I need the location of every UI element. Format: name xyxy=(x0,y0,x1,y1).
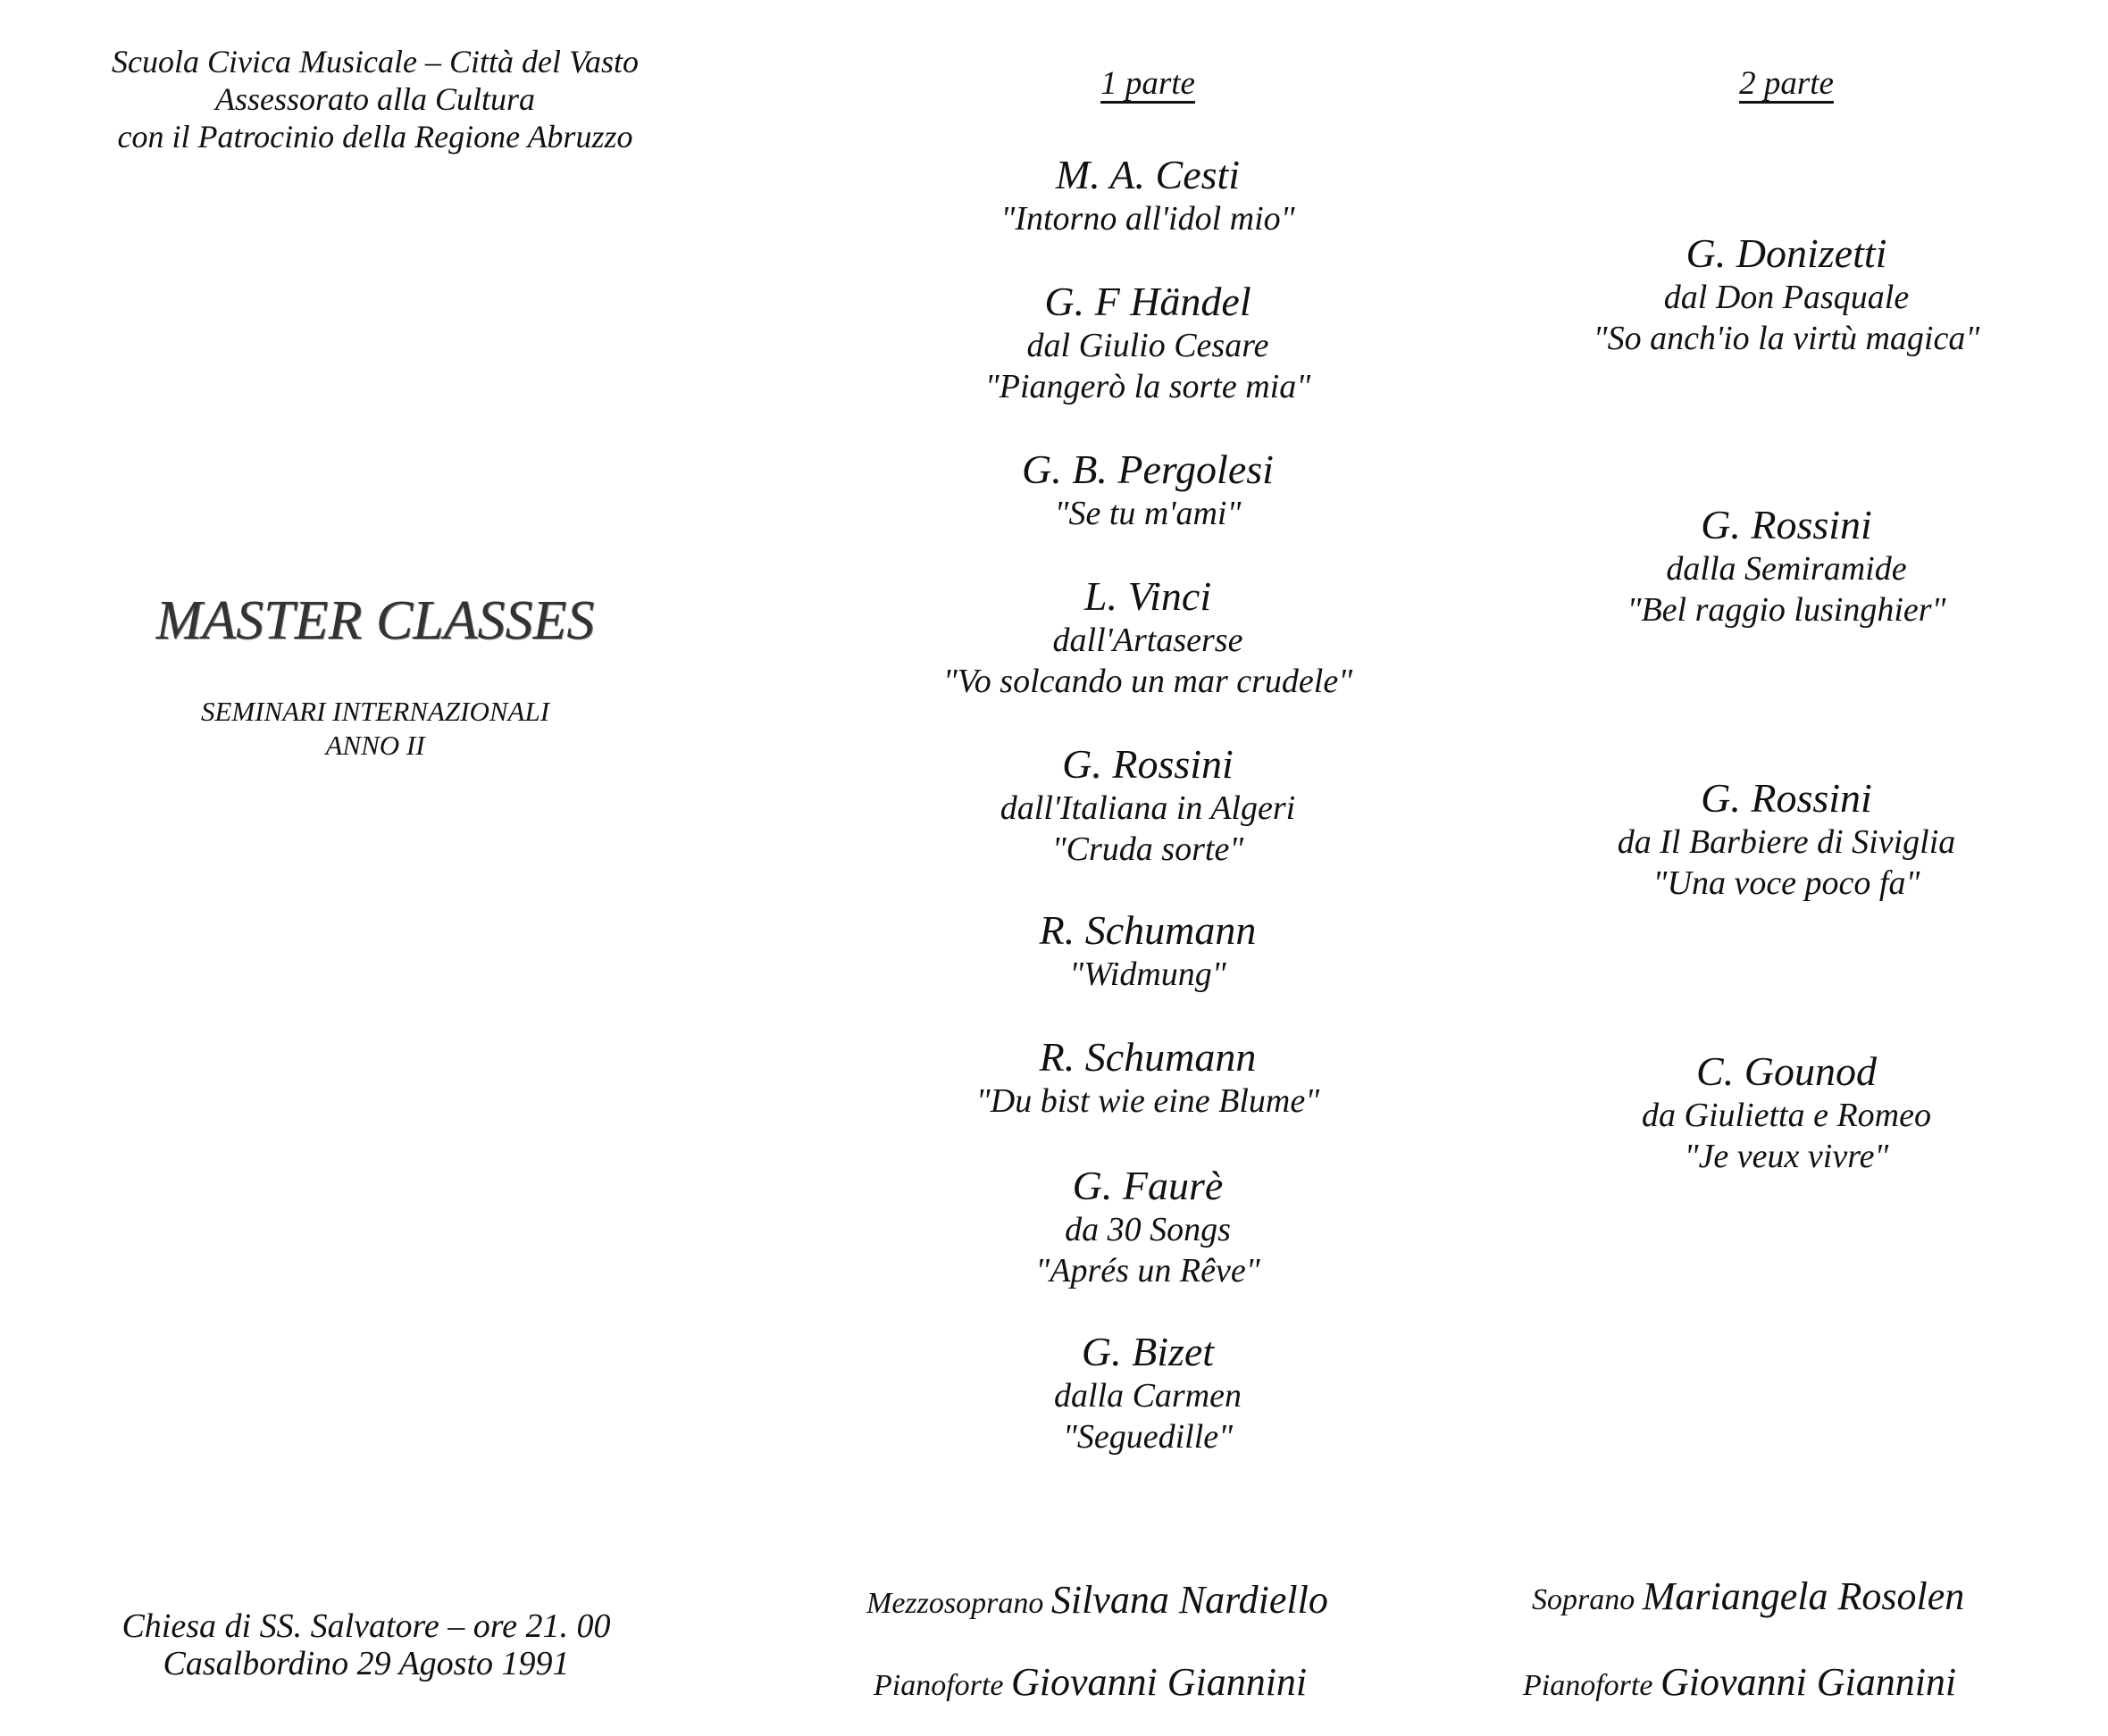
subtitle-line: ANNO II xyxy=(325,730,425,761)
performer-name: Giovanni Giannini xyxy=(1010,1660,1308,1704)
organizer-line: Scuola Civica Musicale – Città del Vasto xyxy=(112,44,639,79)
performer-pianist-part1 xyxy=(874,1659,1307,1705)
piece-title: "Cruda sorte" xyxy=(1051,830,1244,868)
piece-title: "Je veux vivre" xyxy=(1684,1138,1889,1175)
composer-name: M. A. Cesti xyxy=(1055,152,1241,197)
piece-source: dal Don Pasquale xyxy=(1663,279,1910,316)
performer-name: Mariangela Rosolen xyxy=(1642,1574,1965,1618)
composer-name: R. Schumann xyxy=(1039,1034,1257,1080)
organizer-line: con il Patrocinio della Regione Abruzzo xyxy=(117,119,633,154)
piece-title: "Bel raggio lusinghier" xyxy=(1627,591,1946,629)
performer-role: Soprano xyxy=(1532,1583,1635,1616)
seminar-subtitle xyxy=(36,695,715,763)
piece-title: "Intorno all'idol mio" xyxy=(1000,200,1295,238)
piece-title: "Vo solcando un mar crudele" xyxy=(942,663,1353,700)
organizer-header xyxy=(36,43,715,155)
programme-item xyxy=(1447,1048,2108,1177)
piece-source: da Giulietta e Romeo xyxy=(1642,1097,1931,1134)
composer-name: G. Bizet xyxy=(1081,1329,1215,1374)
piece-source: da 30 Songs xyxy=(1065,1211,1231,1248)
programme-item xyxy=(808,741,1487,870)
performer-singer-part2 xyxy=(1532,1573,1964,1619)
composer-name: G. Rossini xyxy=(1062,741,1234,787)
performer-singer-part1 xyxy=(866,1577,1328,1623)
piece-source: dall'Artaserse xyxy=(1052,622,1243,659)
piece-title: "Du bist wie eine Blume" xyxy=(975,1082,1320,1120)
composer-name: G. Rossini xyxy=(1701,502,1872,547)
piece-source: da Il Barbiere di Siviglia xyxy=(1617,823,1956,861)
programme-item xyxy=(808,907,1487,995)
composer-name: G. F Händel xyxy=(1044,279,1251,324)
venue-info xyxy=(27,1607,706,1682)
programme-item xyxy=(808,1329,1487,1457)
venue-date: Casalbordino 29 Agosto 1991 xyxy=(163,1645,570,1682)
piece-title: "So anch'io la virtù magica" xyxy=(1593,320,1980,357)
piece-title: "Se tu m'ami" xyxy=(1054,495,1242,532)
performer-name: Giovanni Giannini xyxy=(1660,1660,1957,1704)
performer-pianist-part2 xyxy=(1523,1659,1956,1705)
programme-item xyxy=(1447,230,2108,359)
programme-item xyxy=(808,573,1487,702)
performer-name: Silvana Nardiello xyxy=(1050,1578,1328,1622)
programme-item xyxy=(808,1034,1487,1122)
venue-line: Chiesa di SS. Salvatore – ore 21. 00 xyxy=(121,1607,611,1645)
piece-source: dalla Carmen xyxy=(1053,1377,1242,1415)
programme-item xyxy=(808,279,1487,407)
piece-title: "Una voce poco fa" xyxy=(1652,864,1920,902)
piece-source: dal Giulio Cesare xyxy=(1026,327,1269,364)
performer-role: Pianoforte xyxy=(1523,1669,1653,1702)
composer-name: G. Faurè xyxy=(1072,1163,1224,1208)
performer-role: Pianoforte xyxy=(874,1669,1004,1702)
subtitle-line: SEMINARI INTERNAZIONALI xyxy=(200,696,550,727)
page-title: MASTER CLASSES xyxy=(155,590,595,651)
composer-name: R. Schumann xyxy=(1039,907,1257,953)
composer-name: G. Donizetti xyxy=(1686,230,1887,276)
composer-name: C. Gounod xyxy=(1696,1048,1877,1094)
piece-title: "Widmung" xyxy=(1069,956,1226,993)
composer-name: G. B. Pergolesi xyxy=(1022,447,1274,492)
composer-name: G. Rossini xyxy=(1701,775,1872,821)
piece-title: "Aprés un Rêve" xyxy=(1035,1252,1260,1289)
performer-role: Mezzosoprano xyxy=(866,1587,1044,1620)
programme-item xyxy=(808,152,1487,239)
piece-title: "Piangerò la sorte mia" xyxy=(984,368,1311,405)
piece-source: dall'Italiana in Algeri xyxy=(1000,789,1296,827)
programme-item xyxy=(808,447,1487,534)
programme-item xyxy=(1447,775,2108,904)
piece-title: "Seguedille" xyxy=(1062,1418,1234,1456)
programme-item xyxy=(808,1163,1487,1291)
part2-heading: 2 parte xyxy=(1739,65,1834,102)
part1-heading: 1 parte xyxy=(1100,65,1195,102)
organizer-line: Assessorato alla Cultura xyxy=(214,81,536,117)
programme-item xyxy=(1447,502,2108,630)
composer-name: L. Vinci xyxy=(1083,573,1212,619)
piece-source: dalla Semiramide xyxy=(1666,550,1907,588)
